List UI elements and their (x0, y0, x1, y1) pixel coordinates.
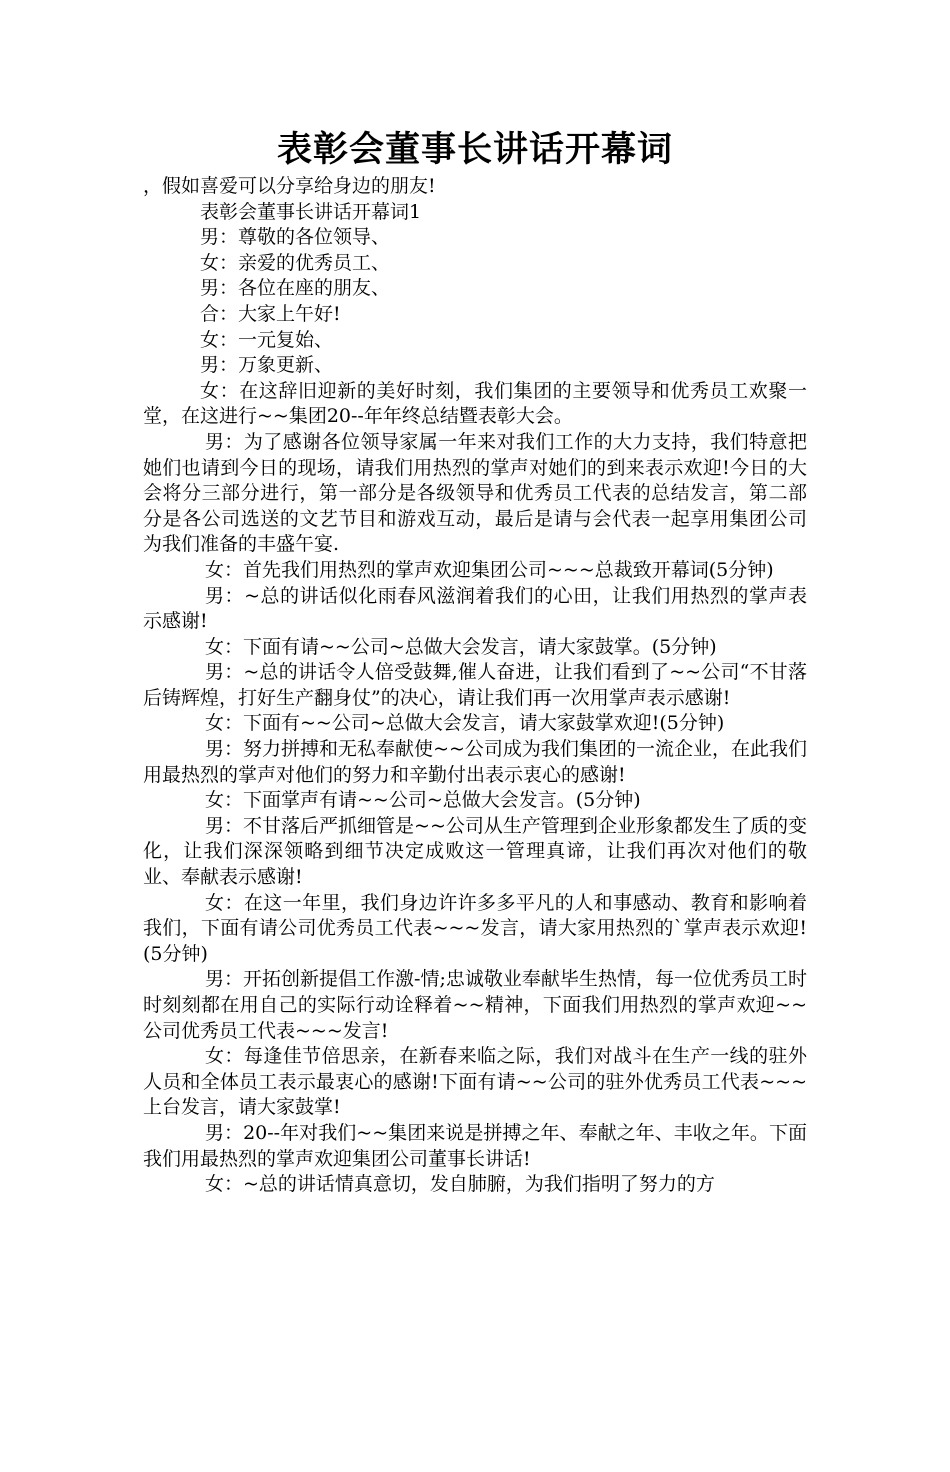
document-body (143, 174, 807, 1198)
document-title: 表彰会董事长讲话开幕词 (276, 129, 673, 170)
intro-line: ，假如喜爱可以分享给身边的朋友! (143, 175, 436, 197)
dialogue-line: 男：各位在座的朋友、 (200, 277, 391, 300)
dialogue-line: 女：下面有请~~公司~总做大会发言，请大家鼓掌。(5分钟) (205, 635, 717, 658)
dialogue-line: 男：不甘落后严抓细管是~~公司从生产管理到企业形象都发生了质的变化，让我们深深领略到细节决定成败这一管理真谛，让我们再次对他们的敬业、奉献表示感谢! (143, 814, 807, 889)
dialogue-line: 男：~总的讲话令人倍受鼓舞,催人奋进，让我们看到了~~公司“不甘落后铸辉煌，打好生产翻身仗”的决心，请让我们再一次用掌声表示感谢! (143, 661, 807, 709)
dialogue-line: 男：尊敬的各位领导、 (200, 226, 391, 249)
dialogue-line: 女：一元复始、 (200, 328, 334, 351)
dialogue-line: 男：20--年对我们~~集团来说是拼搏之年、奉献之年、丰收之年。下面我们用最热烈的掌声欢迎集团公司董事长讲话! (143, 1121, 807, 1170)
dialogue-line: 女：每逢佳节倍思亲，在新春来临之际，我们对战斗在生产一线的驻外人员和全体员工表示最衷心的感谢!下面有请~~公司的驻外优秀员工代表~~~上台发言，请大家鼓掌! (143, 1045, 807, 1119)
dialogue-line: 男：开拓创新提倡工作激-情;忠诚敬业奉献毕生热情，每一位优秀员工时时刻刻都在用自己的实际行动诠释着~~精神，下面我们用热烈的掌声欢迎~~公司优秀员工代表~~~发言! (143, 968, 807, 1042)
dialogue-line: 女：下面掌声有请~~公司~总做大会发言。(5分钟) (205, 789, 641, 812)
dialogue-line: 男：~总的讲话似化雨春风滋润着我们的心田，让我们用热烈的掌声表示感谢! (143, 584, 807, 633)
dialogue-line: 女：~总的讲话情真意切，发自肺腑，为我们指明了努力的方 (205, 1173, 715, 1196)
dialogue-line: 女：在这辞旧迎新的美好时刻，我们集团的主要领导和优秀员工欢聚一堂，在这进行~~集团20--年年终总结暨表彰大会。 (143, 379, 807, 428)
dialogue-line: 男：努力拼搏和无私奉献使~~公司成为我们集团的一流企业，在此我们用最热烈的掌声对他们的努力和辛勤付出表示衷心的感谢! (143, 738, 807, 786)
document-page (0, 128, 950, 1472)
dialogue-line: 女：亲爱的优秀员工、 (200, 251, 391, 274)
dialogue-line: 合：大家上午好! (200, 302, 341, 325)
dialogue-line: 女：首先我们用热烈的掌声欢迎集团公司~~~总裁致开幕词(5分钟) (205, 558, 774, 581)
dialogue-line: 女：下面有~~公司~总做大会发言，请大家鼓掌欢迎!(5分钟) (205, 712, 725, 735)
dialogue-line: 男：万象更新、 (200, 354, 334, 377)
dialogue-line: 女：在这一年里，我们身边许许多多平凡的人和事感动、教育和影响着我们，下面有请公司优秀员工代表~~~发言，请大家用热烈的`掌声表示欢迎!(5分钟) (143, 891, 807, 965)
dialogue-line: 男：为了感谢各位领导家属一年来对我们工作的大力支持，我们特意把她们也请到今日的现场，请我们用热烈的掌声对她们的到来表示欢迎!今日的大会将分三部分进行，第一部分是各级领导和优秀员工代表的总结发言，第二部分是各公司选送的文艺节目和游戏互动，最后是请与会代表一起享用集团公司为我们准备的丰盛午宴. (143, 430, 807, 556)
section-heading: 表彰会董事长讲话开幕词1 (200, 200, 422, 223)
